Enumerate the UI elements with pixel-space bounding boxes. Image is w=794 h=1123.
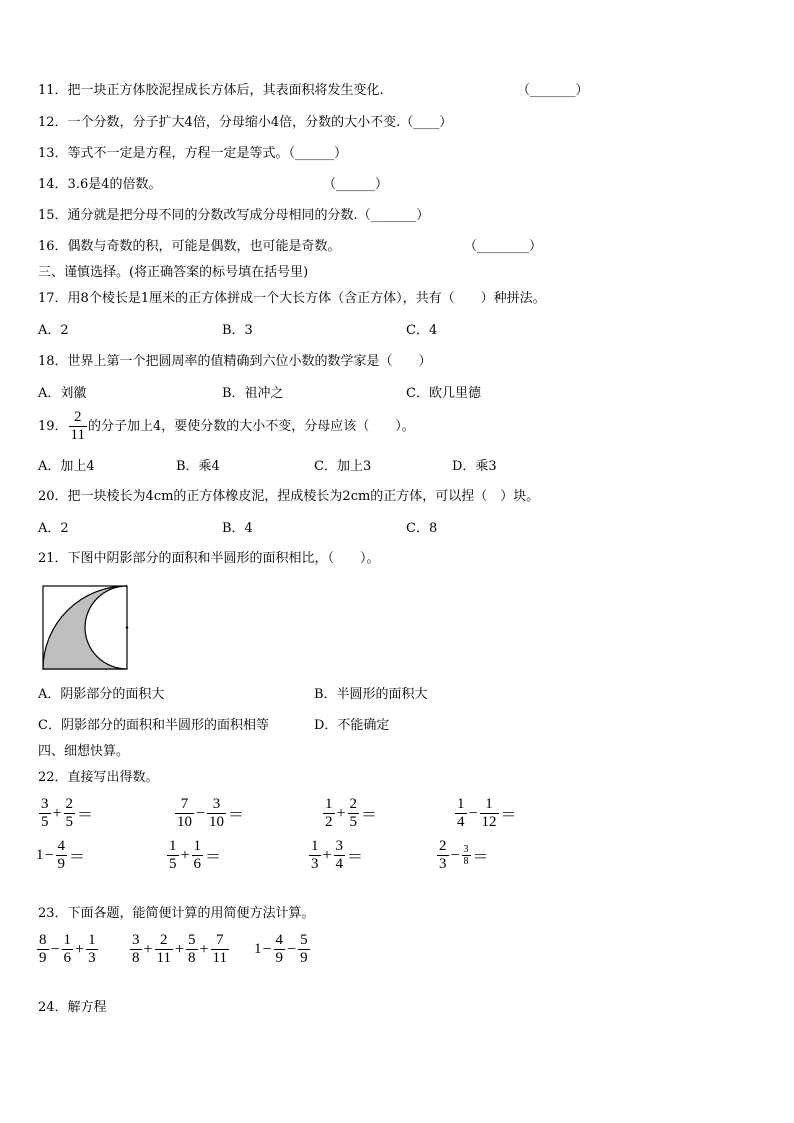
equals-sign: ＝ [228,807,245,824]
option-c[interactable]: C．4 [406,323,438,338]
calc-expression [129,932,230,967]
fraction: $\frac{2}{5}$ [65,796,74,830]
question-18: 18．世界上第一个把圆周率的值精确到六位小数的数学家是（ ） [38,354,432,369]
equals-sign: ＝ [361,807,378,824]
calc-expression [254,932,311,967]
answer-paren[interactable]: （_______） [357,208,430,223]
question-13 [38,145,347,163]
question-12 [38,114,452,132]
question-text: 11．把一块正方体胶泥捏成长方体后，其表面积将发生变化. [38,83,384,98]
answer-paren[interactable]: （________） [464,239,543,254]
calc-expression [38,796,94,831]
fraction: $\frac{1}{5}$ [169,838,177,872]
fraction: $\frac{8}{9}$ [39,932,47,966]
plus-sign: + [322,846,332,864]
minus-sign: − [287,940,297,958]
equals-sign: ＝ [205,849,222,866]
plus-sign: + [336,804,346,822]
calc-expression [308,838,364,873]
fraction: $\frac{7}{11}$ [212,932,227,966]
option-b[interactable]: B．4 [222,521,253,536]
question-23: 23．下面各题，能简便计算的用简便方法计算。 [38,906,315,921]
calc-expression [166,838,222,873]
fraction: $\frac{2}{3}$ [439,838,447,872]
plus-sign: + [199,940,209,958]
section-heading-3: 三、谨慎选择。(将正确答案的标号填在括号里) [38,265,309,280]
option-a[interactable]: A．阴影部分的面积大 [38,687,165,702]
whole-number: 1 [36,847,44,863]
answer-paren[interactable]: （______） [288,146,348,161]
fraction: $\frac{2}{11}$ [70,409,85,443]
question-16 [38,238,341,256]
fraction: $\frac{1}{3}$ [88,932,96,966]
option-a[interactable]: A．2 [38,323,69,338]
question-15 [38,207,429,225]
plus-sign: + [174,940,185,958]
calc-expression [454,796,518,831]
question-21: 21．下图中阴影部分的面积和半圆形的面积相比，（ ）。 [38,551,380,566]
calc-expression [436,838,490,873]
fraction: $\frac{1}{6}$ [193,838,202,872]
calc-expression [36,838,86,873]
option-c[interactable]: C．8 [406,521,438,536]
section-heading-4: 四、细想快算。 [38,744,130,759]
option-b[interactable]: B．乘4 [176,459,220,474]
plus-sign: + [143,940,153,958]
minus-sign: − [50,940,60,958]
question-text: 12．一个分数，分子扩大4倍，分母缩小4倍，分数的大小不变. [38,115,401,130]
option-a[interactable]: A．加上4 [38,459,95,474]
fraction: $\frac{4}{9}$ [275,932,284,966]
option-c[interactable]: C．阴影部分的面积和半圆形的面积相等 [38,718,269,733]
plus-sign: + [180,846,190,864]
option-b[interactable]: B．祖冲之 [222,386,284,401]
option-c[interactable]: C．加上3 [314,459,372,474]
fraction: $\frac{3}{8}$ [463,844,469,867]
equals-sign: ＝ [77,807,94,824]
fraction: $\frac{3}{10}$ [209,796,225,830]
fraction: $\frac{1}{4}$ [457,796,465,830]
minus-sign: − [450,846,460,864]
question-11 [38,82,384,100]
fraction: $\frac{1}{3}$ [311,838,319,872]
option-d[interactable]: D．不能确定 [314,718,390,733]
question-text: 14．3.6是4的倍数。 [38,177,162,192]
question-text: 的分子加上4，要使分数的大小不变，分母应该（ ）。 [88,418,415,434]
fraction: $\frac{3}{4}$ [335,838,344,872]
fraction: $\frac{5}{9}$ [300,932,308,966]
option-c[interactable]: C．欧几里德 [406,386,481,401]
plus-sign: + [75,940,85,958]
fraction: $\frac{2}{5}$ [349,796,358,830]
shaded-region-figure [42,585,130,671]
calc-expression [174,796,245,831]
answer-paren[interactable]: （_______） [517,83,589,98]
fraction: $\frac{3}{5}$ [41,796,49,830]
question-text: 13．等式不一定是方程，方程一定是等式。 [38,146,289,161]
question-text: 16．偶数与奇数的积，可能是偶数，也可能是奇数。 [38,239,341,254]
fraction: $\frac{1}{6}$ [63,932,72,966]
minus-sign: − [468,804,478,822]
fraction: $\frac{4}{9}$ [57,838,66,872]
minus-sign: − [44,846,54,864]
question-number: 19． [38,418,68,434]
minus-sign: − [262,940,272,958]
plus-sign: + [52,804,62,822]
question-text: 15．通分就是把分母不同的分数改写成分母相同的分数. [38,208,358,223]
option-b[interactable]: B．3 [222,323,253,338]
option-d[interactable]: D．乘3 [452,459,497,474]
question-19 [38,409,415,444]
fraction: $\frac{1}{12}$ [481,796,497,830]
equals-sign: ＝ [69,849,86,866]
fraction: $\frac{7}{10}$ [177,796,192,830]
equals-sign: ＝ [472,849,489,866]
answer-paren[interactable]: （____） [400,115,453,130]
fraction: $\frac{1}{2}$ [325,796,333,830]
equals-sign: ＝ [347,849,364,866]
question-20: 20．把一块棱长为4cm的正方体橡皮泥，捏成棱长为2cm的正方体，可以捏（ ）块。 [38,489,540,504]
answer-paren[interactable]: （______） [323,177,389,192]
option-b[interactable]: B．半圆形的面积大 [314,687,428,702]
fraction: $\frac{3}{8}$ [132,932,140,966]
whole-number: 1 [254,941,262,957]
question-24: 24．解方程 [38,1000,107,1015]
question-22: 22．直接写出得数。 [38,770,159,785]
fraction: $\frac{2}{11}$ [156,932,171,966]
option-a[interactable]: A．刘徽 [38,386,87,401]
question-17: 17．用8个棱长是1厘米的正方体拼成一个大长方体（含正方体），共有（ ）种拼法。 [38,291,546,306]
fraction: $\frac{5}{8}$ [188,932,196,966]
question-14 [38,176,162,194]
equals-sign: ＝ [500,807,517,824]
minus-sign: − [196,804,206,822]
calc-expression [36,932,99,967]
option-a[interactable]: A．2 [38,521,69,536]
calc-expression [322,796,378,831]
